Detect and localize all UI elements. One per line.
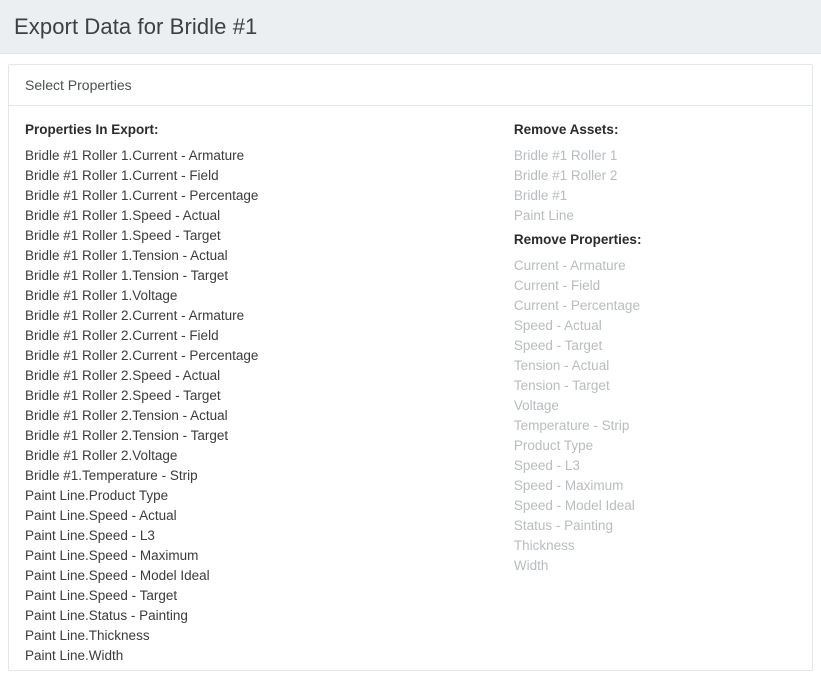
panel-section-label: Select Properties [9, 65, 812, 106]
page-header [0, 0, 821, 54]
list-item[interactable]: Paint Line.Speed - Model Ideal [25, 568, 210, 583]
list-item[interactable]: Bridle #1 Roller 2 [513, 168, 618, 183]
list-item[interactable]: Width [513, 558, 549, 573]
remove-assets-list [514, 146, 812, 226]
list-item[interactable]: Bridle #1 Roller 1 [513, 148, 618, 163]
list-item[interactable]: Bridle #1 Roller 2.Voltage [25, 448, 178, 463]
list-item[interactable]: Paint Line [513, 208, 574, 223]
remove-assets-heading: Remove Assets: [513, 122, 619, 137]
list-item[interactable]: Bridle #1 Roller 2.Current - Field [25, 328, 219, 343]
list-item[interactable]: Voltage [513, 398, 559, 413]
list-item[interactable]: Paint Line.Width [25, 648, 124, 663]
list-item[interactable]: Bridle #1 Roller 2.Current - Percentage [25, 348, 259, 363]
list-item[interactable]: Paint Line.Speed - L3 [25, 528, 155, 543]
list-item[interactable]: Bridle #1 [513, 188, 568, 203]
properties-in-export-column [9, 120, 506, 670]
list-item[interactable]: Speed - Target [513, 338, 603, 353]
panel-body [9, 106, 812, 670]
page-title: Export Data for Bridle #1 [14, 13, 258, 39]
list-item[interactable]: Bridle #1 Roller 1.Speed - Actual [25, 208, 221, 223]
list-item[interactable]: Tension - Actual [513, 358, 610, 373]
list-item[interactable]: Bridle #1 Roller 2.Current - Armature [25, 308, 245, 323]
list-item[interactable]: Paint Line.Thickness [25, 628, 150, 643]
list-item[interactable]: Bridle #1 Roller 2.Speed - Target [25, 388, 221, 403]
list-item[interactable]: Paint Line.Status - Painting [25, 608, 188, 623]
list-item[interactable]: Bridle #1 Roller 1.Current - Percentage [25, 188, 259, 203]
list-item[interactable]: Paint Line.Speed - Target [25, 588, 178, 603]
list-item[interactable]: Tension - Target [513, 378, 610, 393]
list-item[interactable]: Bridle #1 Roller 2.Speed - Actual [25, 368, 221, 383]
remove-properties-list [514, 256, 812, 576]
list-item[interactable]: Speed - Maximum [513, 478, 624, 493]
list-item[interactable]: Product Type [513, 438, 594, 453]
remove-properties-heading: Remove Properties: [513, 232, 642, 247]
list-item[interactable]: Speed - Actual [513, 318, 602, 333]
list-item[interactable]: Speed - Model Ideal [513, 498, 635, 513]
list-item[interactable]: Bridle #1 Roller 1.Current - Field [25, 168, 219, 183]
properties-in-export-heading: Properties In Export: [25, 122, 159, 137]
list-item[interactable]: Bridle #1 Roller 2.Tension - Target [25, 428, 229, 443]
list-item[interactable]: Bridle #1.Temperature - Strip [25, 468, 198, 483]
properties-in-export-list [25, 146, 506, 666]
list-item[interactable]: Current - Field [513, 278, 601, 293]
list-item[interactable]: Paint Line.Product Type [25, 488, 169, 503]
list-item[interactable]: Bridle #1 Roller 1.Current - Armature [25, 148, 245, 163]
list-item[interactable]: Bridle #1 Roller 1.Tension - Target [25, 268, 229, 283]
select-properties-panel [8, 64, 813, 671]
remove-column [506, 120, 812, 670]
list-item[interactable]: Bridle #1 Roller 1.Speed - Target [25, 228, 221, 243]
list-item[interactable]: Status - Painting [513, 518, 613, 533]
list-item[interactable]: Paint Line.Speed - Actual [25, 508, 177, 523]
list-item[interactable]: Current - Armature [513, 258, 626, 273]
list-item[interactable]: Bridle #1 Roller 2.Tension - Actual [25, 408, 228, 423]
list-item[interactable]: Bridle #1 Roller 1.Voltage [25, 288, 178, 303]
list-item[interactable]: Temperature - Strip [513, 418, 630, 433]
list-item[interactable]: Paint Line.Speed - Maximum [25, 548, 199, 563]
list-item[interactable]: Thickness [513, 538, 575, 553]
list-item[interactable]: Current - Percentage [513, 298, 640, 313]
list-item[interactable]: Speed - L3 [513, 458, 580, 473]
list-item[interactable]: Bridle #1 Roller 1.Tension - Actual [25, 248, 228, 263]
